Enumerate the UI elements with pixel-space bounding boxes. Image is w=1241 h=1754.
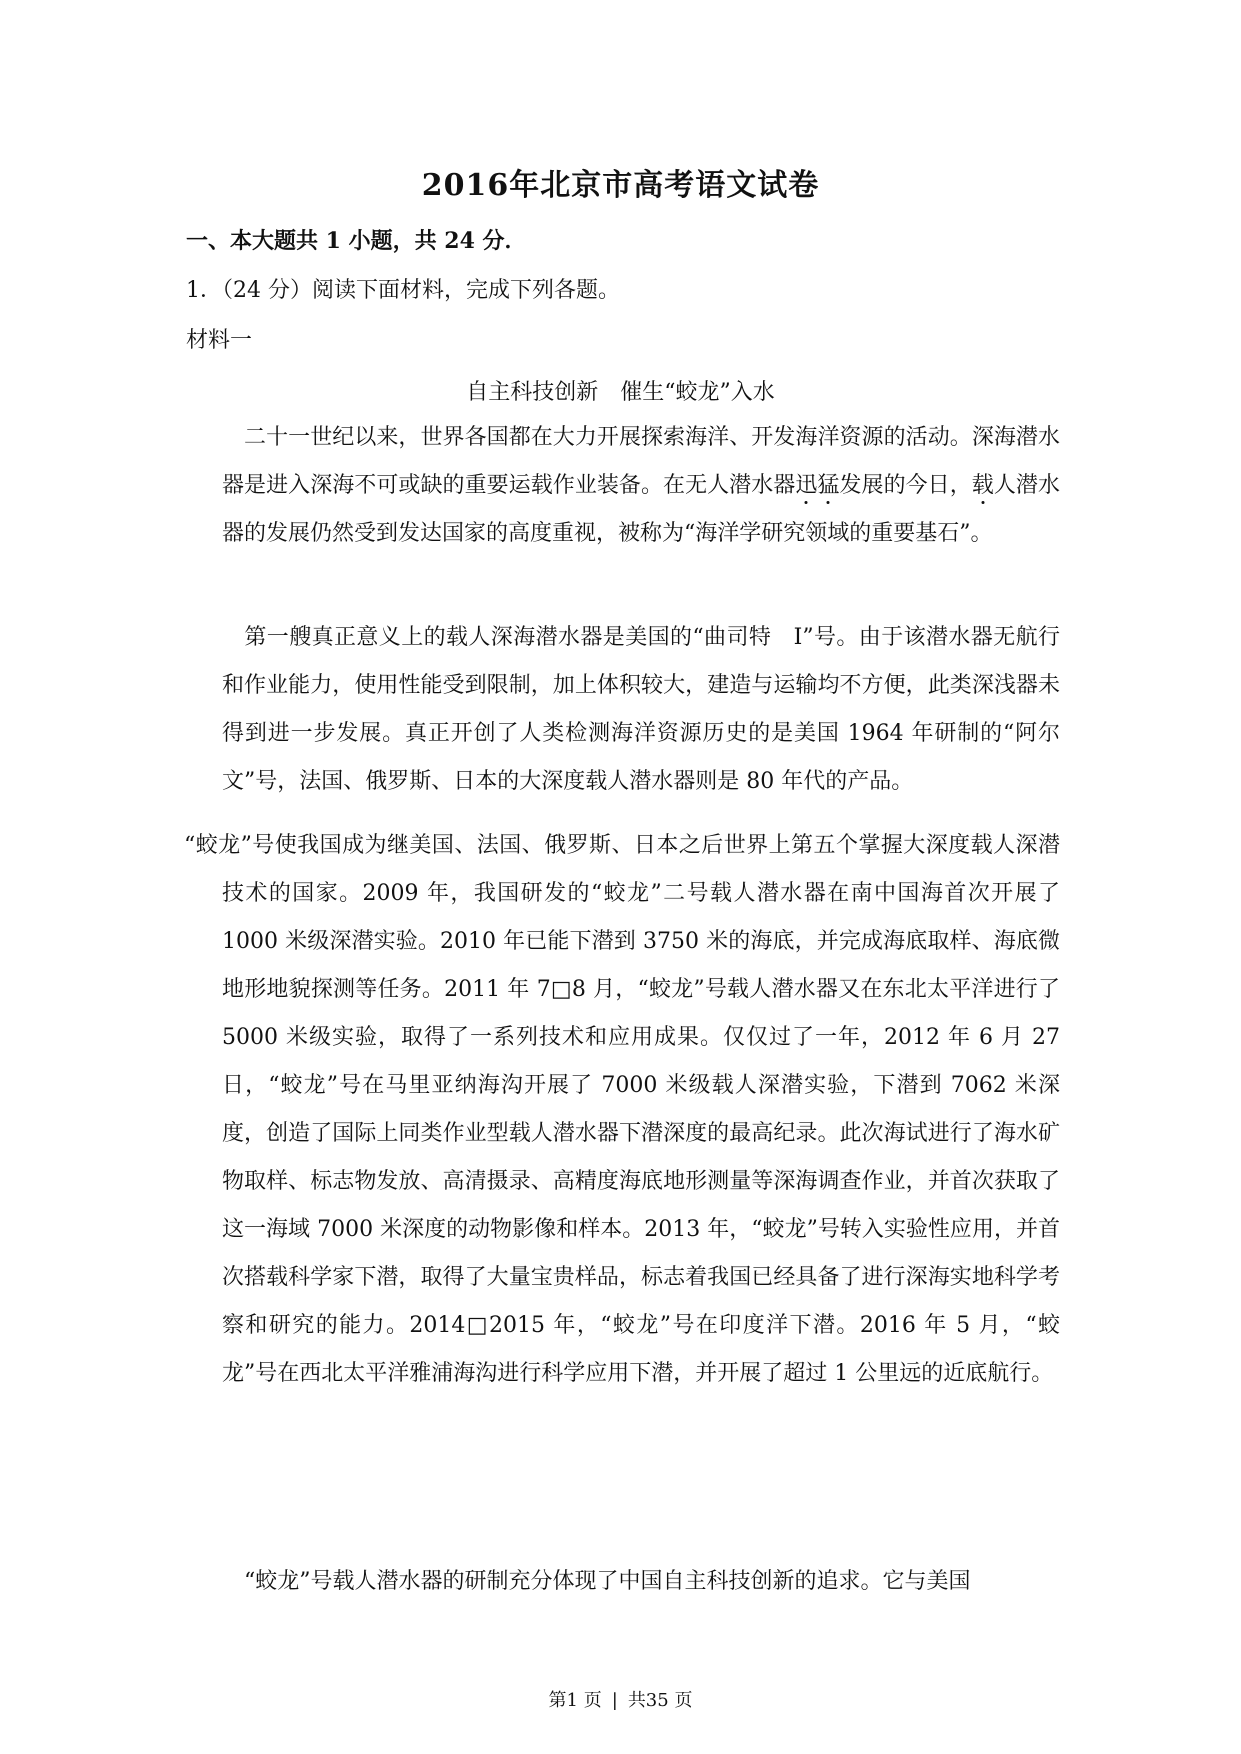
emphasis-char: 载: [971, 473, 994, 498]
emphasis-char: 猛: [817, 473, 840, 498]
section-heading: 一、本大题共 1 小题，共 24 分．: [186, 228, 527, 254]
emphasis-char: 迅: [795, 473, 818, 498]
page-number: 第1 页: [548, 1690, 602, 1711]
material-label: 材料一: [186, 328, 253, 353]
footer-separator: |: [611, 1690, 618, 1711]
article-title: 自主科技创新 催生“蛟龙”入水: [466, 380, 775, 405]
paragraph-4: [222, 1558, 1060, 1606]
paragraph-4-text: “蛟龙”号载人潜水器的研制充分体现了中国自主科技创新的追求。它与美国: [244, 1569, 971, 1594]
paragraph-3-text: 载人深潜技术的国家。2009 年，我国研发的“蛟龙”二号载人潜水器在南中国海首次开展了 1000 米级深潜实验。2010 年已能下潜到 3750 米的海底，并完成海底取样、海底微地形地貌探测等任务。2011 年 7□8 月，“蛟龙”号载人潜水器又在东北太平洋进行了 5000 米级实验，取得了一系列技术和应用成果。仅仅过了一年，2012 年 6 月 27 日，“蛟龙”号在马里亚纳海沟开展了 7000 米级载人深潜实验，下潜到 7062 米深度，创造了国际上同类作业型载人潜水器下潜深度的最高纪录。此次海试进行了海水矿物取样、标志物发放、高清摄录、高精度海底地形测量等深海调查作业，并首次获取了这一海域 7000 米深度的动物影像和样本。2013 年，“蛟龙”号转入实验性应用，并首次搭载科学家下潜，取得了大量宝贵样品，标志着我国已经具备了进行深海实地科学考察和研究的能力。2014□2015 年，“蛟龙”号在印度洋下潜。2016 年 5 月，“蛟龙”号在西北太平洋雅浦海沟进行科学应用下潜，并开展了超过 1 公里远的近底航行。: [222, 833, 1060, 1386]
paragraph-1: [222, 414, 1060, 558]
paragraph-3-lead: “蛟龙”号使我国成为继美国、法国、俄罗斯、日本之后世界上第五个掌握大深度: [184, 833, 971, 858]
paragraph-2-text: 第一艘真正意义上的载人深海潜水器是美国的“曲司特 I”号。由于该潜水器无航行和作业能力，使用性能受到限制，加上体积较大，建造与运输均不方便，此类深浅器未得到进一步发展。真正开创了人类检测海洋资源历史的是美国 1964 年研制的“阿尔文”号，法国、俄罗斯、日本的大深度载人潜水器则是 80 年代的产品。: [222, 625, 1060, 794]
paragraph-1-part-b: 发展的今日，: [839, 473, 972, 498]
paragraph-2: [222, 614, 1060, 806]
page-total: 共35 页: [627, 1690, 693, 1711]
paragraph-1-part-a: 二十一世纪以来，世界各国都在大力开展探索海洋、开发海洋资源的活动。深海潜水器是进入深海不可或缺的重要运载作业装备。在无人潜水器: [222, 425, 1060, 498]
paragraph-1-part-c: 人潜水器的发展仍然受到发达国家的高度重视，被称为“海洋学研究领域的重要基石”。: [222, 473, 1060, 546]
document-title: 2016年北京市高考语文试卷: [421, 168, 820, 203]
page-footer: [0, 1686, 1241, 1712]
question-1: 1．（24 分）阅读下面材料，完成下列各题。: [186, 278, 620, 303]
paragraph-3: [184, 822, 1060, 1398]
